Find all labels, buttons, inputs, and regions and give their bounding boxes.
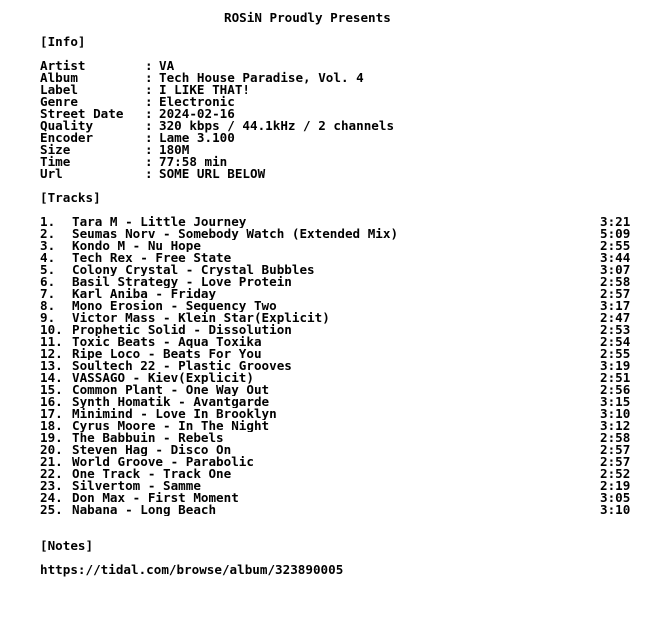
spacer	[40, 180, 640, 192]
track-title: Seumas Norv - Somebody Watch (Extended Mix)	[72, 228, 399, 240]
track-duration: 2:57	[600, 442, 631, 457]
track-title: Silvertom - Samme	[72, 480, 201, 492]
track-number: 4.	[40, 250, 56, 265]
track-row	[40, 300, 640, 312]
track-number: 10.	[40, 322, 63, 337]
track-row	[40, 504, 640, 516]
track-row	[40, 396, 640, 408]
track-number: 2.	[40, 226, 56, 241]
info-key: Quality	[40, 118, 94, 133]
track-duration: 5:09	[600, 226, 631, 241]
info-separator: :	[145, 130, 153, 145]
spacer	[40, 516, 640, 528]
info-separator: :	[145, 142, 153, 157]
track-title: Colony Crystal - Crystal Bubbles	[72, 264, 315, 276]
spacer	[40, 48, 640, 60]
nfo-document	[40, 12, 640, 576]
track-title: Kondo M - Nu Hope	[72, 240, 201, 252]
track-title: Tech Rex - Free State	[72, 252, 232, 264]
info-key: Encoder	[40, 130, 94, 145]
track-number: 19.	[40, 430, 63, 445]
track-duration: 3:05	[600, 490, 631, 505]
info-value: SOME URL BELOW	[159, 166, 266, 181]
info-value: 320 kbps / 44.1kHz / 2 channels	[159, 118, 395, 133]
track-title: Synth Homatik - Avantgarde	[72, 396, 270, 408]
track-title: The Babbuin - Rebels	[72, 432, 224, 444]
spacer	[40, 204, 640, 216]
info-value: Electronic	[159, 94, 235, 109]
track-title: Minimind - Love In Brooklyn	[72, 408, 277, 420]
track-title: VASSAGO - Kiev(Explicit)	[72, 372, 254, 384]
info-separator: :	[145, 82, 153, 97]
track-title: Steven Hag - Disco On	[72, 444, 232, 456]
track-duration: 3:17	[600, 298, 631, 313]
track-title: Tara M - Little Journey	[72, 216, 247, 228]
track-number: 20.	[40, 442, 63, 457]
track-row	[40, 312, 640, 324]
track-row	[40, 468, 640, 480]
track-duration: 3:10	[600, 406, 631, 421]
info-row	[40, 156, 640, 168]
track-title: Don Max - First Moment	[72, 492, 239, 504]
track-duration: 3:12	[600, 418, 631, 433]
track-title: Prophetic Solid - Dissolution	[72, 324, 292, 336]
notes-heading: [Notes]	[40, 538, 94, 553]
info-key: Album	[40, 70, 78, 85]
track-title: Nabana - Long Beach	[72, 504, 217, 516]
track-row	[40, 456, 640, 468]
track-title: World Groove - Parabolic	[72, 456, 254, 468]
track-row	[40, 288, 640, 300]
info-value: I LIKE THAT!	[159, 82, 250, 97]
track-row	[40, 252, 640, 264]
info-key: Url	[40, 166, 63, 181]
info-separator: :	[145, 166, 153, 181]
track-number: 11.	[40, 334, 63, 349]
info-separator: :	[145, 70, 153, 85]
info-value: 2024-02-16	[159, 106, 235, 121]
track-number: 25.	[40, 502, 63, 517]
track-row	[40, 408, 640, 420]
track-title: Ripe Loco - Beats For You	[72, 348, 262, 360]
release-title: ROSiN Proudly Presents	[224, 10, 391, 25]
track-duration: 2:56	[600, 382, 631, 397]
info-value: Lame 3.100	[159, 130, 235, 145]
info-key: Label	[40, 82, 78, 97]
track-duration: 3:44	[600, 250, 631, 265]
spacer	[40, 24, 640, 36]
track-number: 3.	[40, 238, 56, 253]
spacer	[40, 528, 640, 540]
track-row	[40, 264, 640, 276]
track-duration: 2:57	[600, 286, 631, 301]
info-value: 180M	[159, 142, 190, 157]
track-number: 23.	[40, 478, 63, 493]
track-row	[40, 336, 640, 348]
track-number: 24.	[40, 490, 63, 505]
track-row	[40, 276, 640, 288]
track-title: Victor Mass - Klein Star(Explicit)	[72, 312, 330, 324]
track-row	[40, 348, 640, 360]
track-duration: 2:52	[600, 466, 631, 481]
info-key: Time	[40, 154, 71, 169]
info-key: Artist	[40, 58, 86, 73]
track-number: 15.	[40, 382, 63, 397]
track-row	[40, 360, 640, 372]
track-duration: 2:55	[600, 346, 631, 361]
info-value: Tech House Paradise, Vol. 4	[159, 70, 364, 85]
track-row	[40, 240, 640, 252]
track-duration: 2:57	[600, 454, 631, 469]
track-number: 21.	[40, 454, 63, 469]
info-heading: [Info]	[40, 34, 86, 49]
track-number: 13.	[40, 358, 63, 373]
track-duration: 3:21	[600, 214, 631, 229]
track-title: Cyrus Moore - In The Night	[72, 420, 270, 432]
track-title: Soultech 22 - Plastic Grooves	[72, 360, 292, 372]
track-number: 12.	[40, 346, 63, 361]
track-duration: 2:58	[600, 274, 631, 289]
track-number: 6.	[40, 274, 56, 289]
track-number: 7.	[40, 286, 56, 301]
info-list	[40, 60, 640, 180]
track-title: Karl Aniba - Friday	[72, 288, 217, 300]
info-row	[40, 120, 640, 132]
track-duration: 2:55	[600, 238, 631, 253]
track-title: Basil Strategy - Love Protein	[72, 276, 292, 288]
info-key: Size	[40, 142, 71, 157]
track-row	[40, 480, 640, 492]
track-number: 14.	[40, 370, 63, 385]
track-number: 18.	[40, 418, 63, 433]
track-list	[40, 216, 640, 516]
info-row	[40, 72, 640, 84]
info-separator: :	[145, 118, 153, 133]
track-duration: 3:15	[600, 394, 631, 409]
track-number: 1.	[40, 214, 56, 229]
info-row	[40, 144, 640, 156]
track-number: 16.	[40, 394, 63, 409]
track-title: Common Plant - One Way Out	[72, 384, 270, 396]
info-key: Street Date	[40, 106, 124, 121]
info-row	[40, 168, 640, 180]
track-duration: 3:10	[600, 502, 631, 517]
info-separator: :	[145, 106, 153, 121]
track-duration: 3:07	[600, 262, 631, 277]
track-row	[40, 384, 640, 396]
track-duration: 2:51	[600, 370, 631, 385]
track-row	[40, 372, 640, 384]
track-row	[40, 492, 640, 504]
info-separator: :	[145, 154, 153, 169]
info-separator: :	[145, 58, 153, 73]
info-value: VA	[159, 58, 175, 73]
track-duration: 2:47	[600, 310, 631, 325]
track-number: 8.	[40, 298, 56, 313]
notes-url: https://tidal.com/browse/album/323890005	[40, 562, 344, 577]
track-number: 5.	[40, 262, 56, 277]
info-row	[40, 96, 640, 108]
track-title: Mono Erosion - Sequency Two	[72, 300, 277, 312]
track-number: 22.	[40, 466, 63, 481]
tracks-heading: [Tracks]	[40, 190, 101, 205]
info-row	[40, 84, 640, 96]
track-duration: 3:19	[600, 358, 631, 373]
track-number: 17.	[40, 406, 63, 421]
track-row	[40, 324, 640, 336]
track-title: Toxic Beats - Aqua Toxika	[72, 336, 262, 348]
info-row	[40, 132, 640, 144]
track-duration: 2:58	[600, 430, 631, 445]
track-number: 9.	[40, 310, 56, 325]
info-key: Genre	[40, 94, 78, 109]
info-separator: :	[145, 94, 153, 109]
track-duration: 2:19	[600, 478, 631, 493]
track-row	[40, 228, 640, 240]
track-row	[40, 420, 640, 432]
track-duration: 2:53	[600, 322, 631, 337]
info-value: 77:58 min	[159, 154, 228, 169]
track-title: One Track - Track One	[72, 468, 232, 480]
track-duration: 2:54	[600, 334, 631, 349]
track-row	[40, 444, 640, 456]
track-row	[40, 432, 640, 444]
track-row	[40, 216, 640, 228]
